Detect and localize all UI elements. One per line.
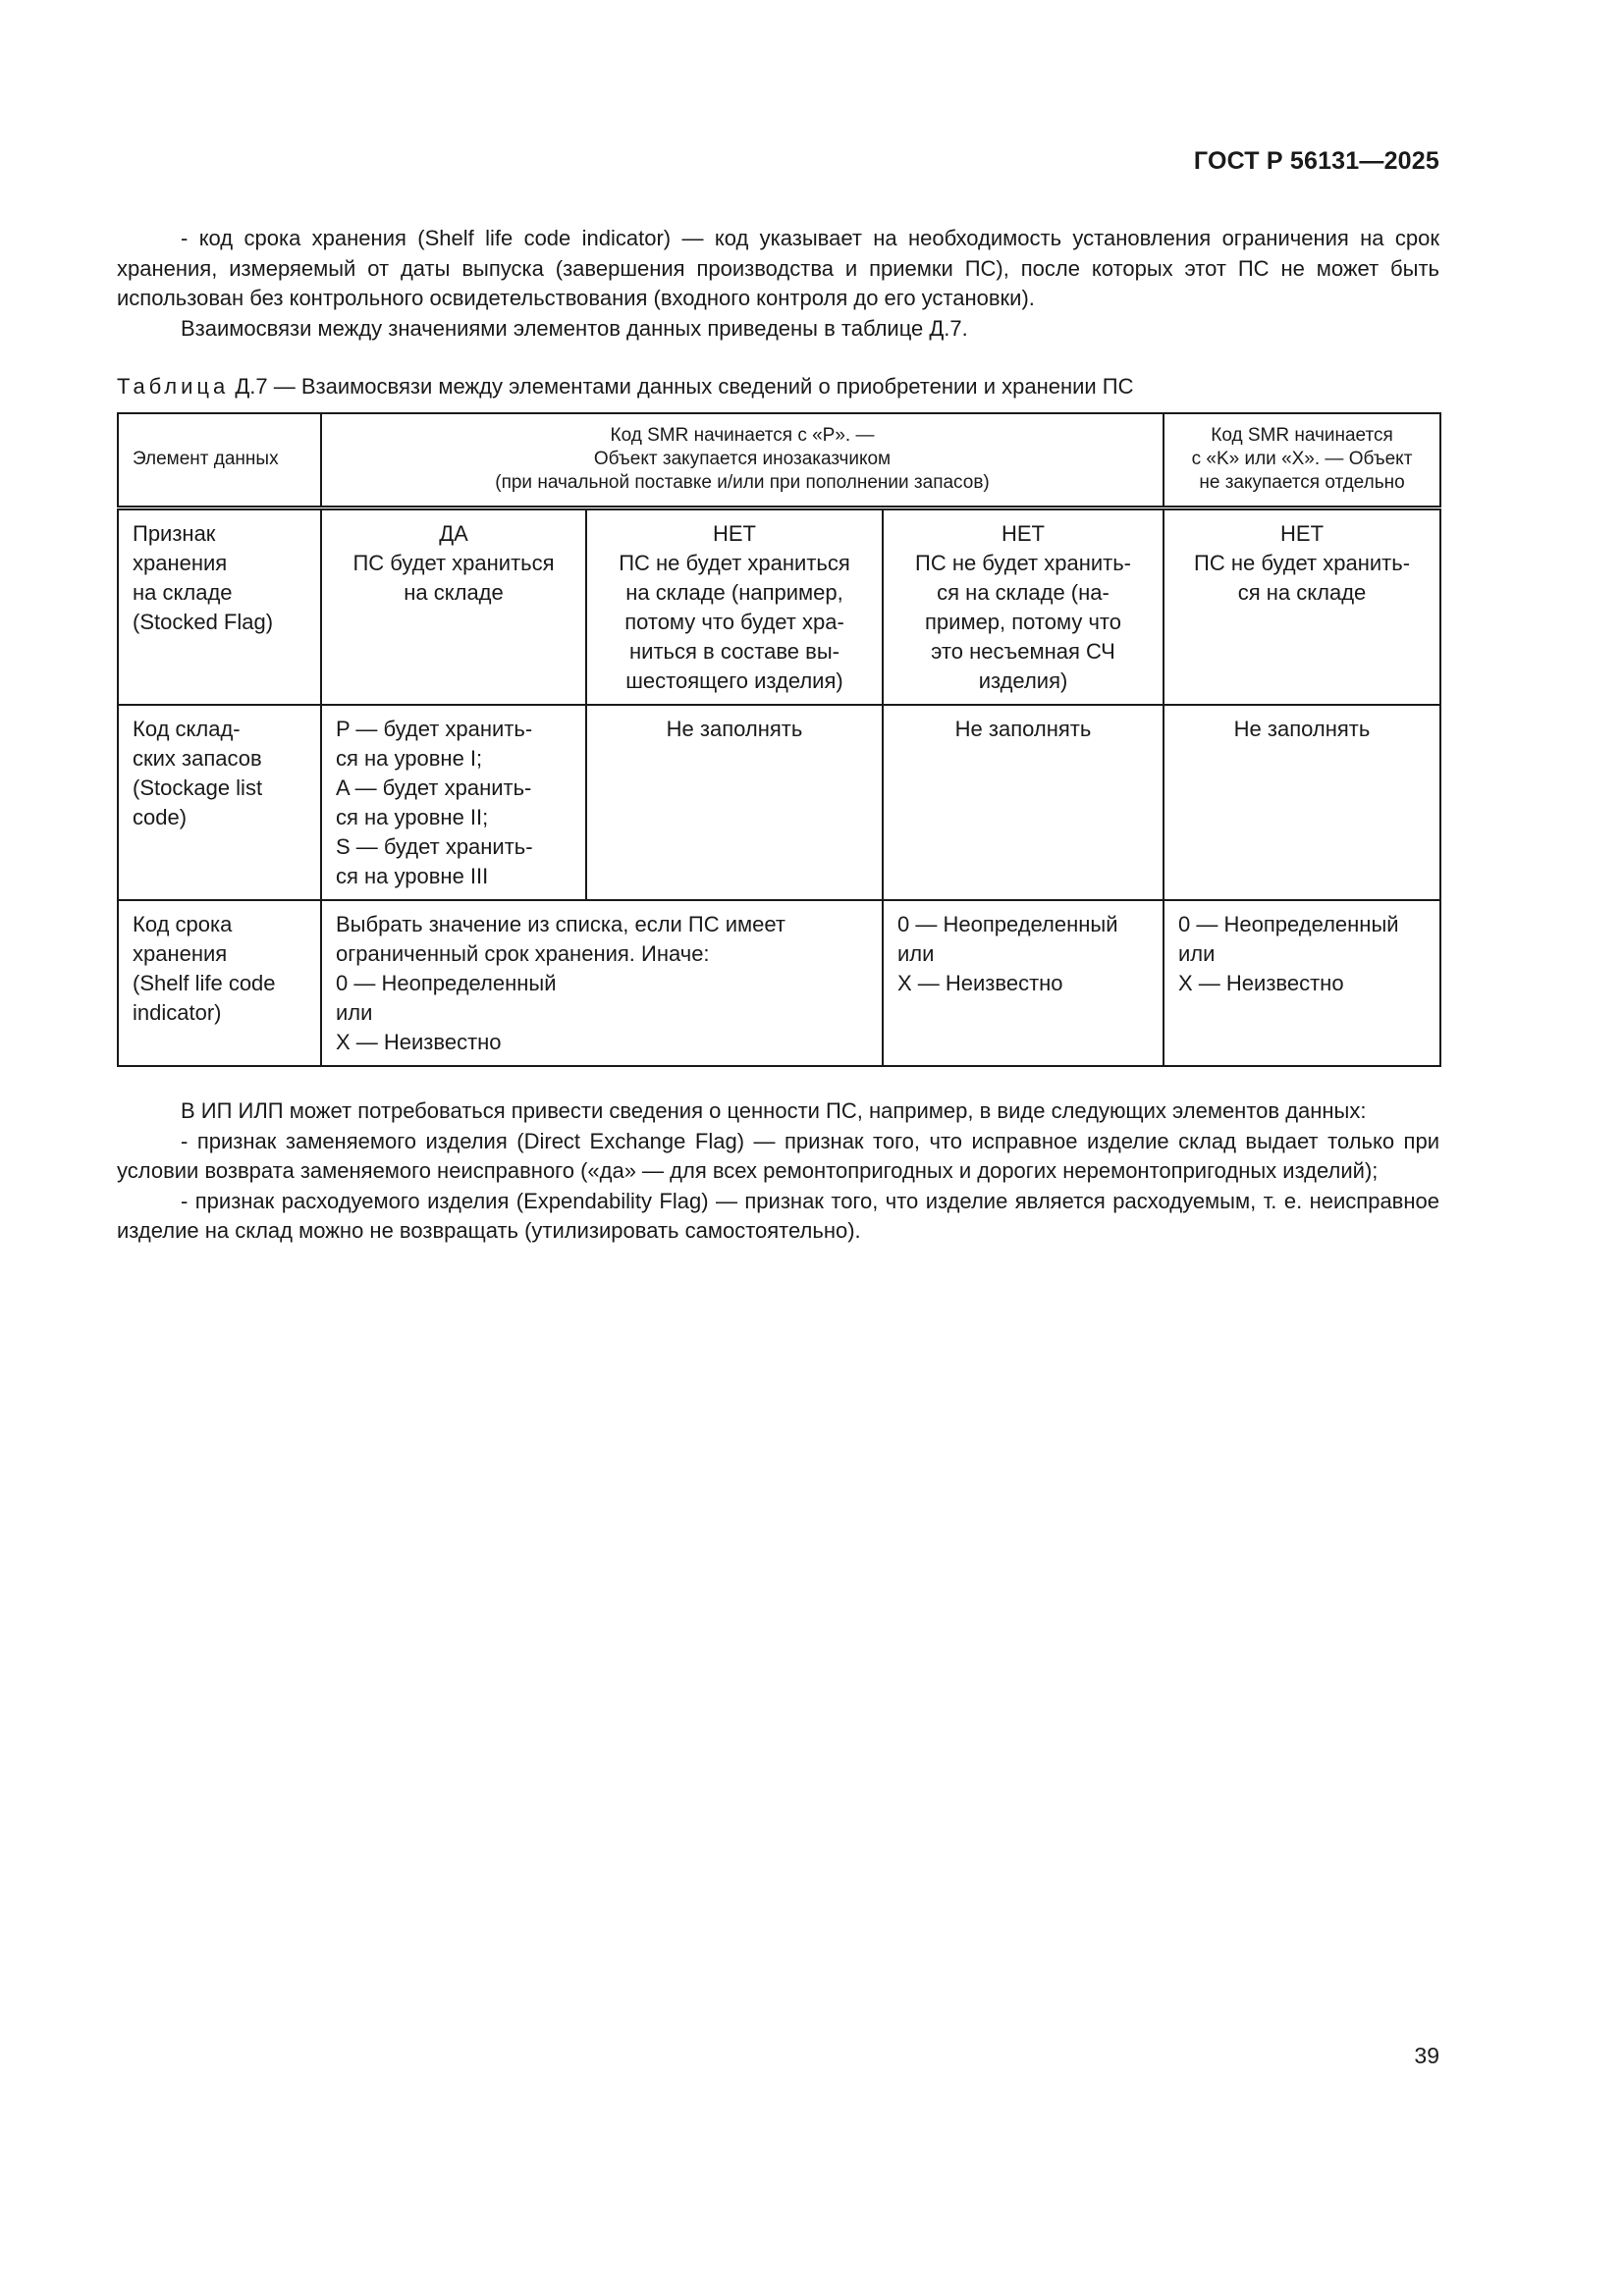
cell-line: потому что будет хра- (624, 609, 844, 634)
cell-line: indicator) (133, 999, 222, 1025)
header-line: Код SMR начинается с «P». — (610, 425, 875, 447)
data-table (117, 412, 1441, 1067)
cell-line: Признак (133, 520, 216, 546)
cell-line: X — Неизвестно (336, 1029, 502, 1054)
cell-line: или (897, 940, 935, 966)
cell-line: пример, потому что (925, 609, 1121, 634)
outro-text (117, 1096, 1439, 1247)
cell-line: ских запасов (133, 745, 262, 771)
cell-line: НЕТ (1001, 520, 1045, 546)
cell-line: НЕТ (1280, 520, 1325, 546)
header-line: Код SMR начинается (1211, 425, 1393, 447)
cell-line: хранения (133, 940, 228, 966)
cell: Не заполнять (883, 705, 1164, 900)
cell-line: ниться в составе вы- (629, 638, 839, 664)
cell-line: на складе (404, 579, 504, 605)
header-line: не закупается отдельно (1199, 472, 1405, 494)
cell-line: на складе (например, (625, 579, 843, 605)
cell-line: (Stocked Flag) (133, 609, 274, 634)
paragraph: - признак заменяемого изделия (Direct Exchange Flag) — признак того, что исправное изделие склад выдает только при условии возврата заменяемого неисправного («да» — для всех ремонтопригодных и дорогих неремонтопригодных изделий); (117, 1128, 1439, 1183)
paragraph: Взаимосвязи между значениями элементов данных приведены в таблице Д.7. (181, 315, 968, 341)
cell-line: хранения (133, 550, 228, 575)
cell-line: Выбрать значение из списка, если ПС имеет (336, 911, 785, 936)
cell-line: (Shelf life code (133, 970, 276, 995)
cell (586, 507, 883, 705)
cell-line: Код срока (133, 911, 233, 936)
cell (321, 507, 586, 705)
cell-line: ся на уровне III (336, 863, 489, 888)
cell (1164, 900, 1440, 1066)
cell (321, 705, 586, 900)
cell-line: ДА (439, 520, 468, 546)
cell-line: ся на уровне II; (336, 804, 489, 829)
header-line: с «K» или «X». — Объект (1191, 449, 1413, 470)
cell-line: ся на уровне I; (336, 745, 483, 771)
table-row (118, 705, 1440, 900)
cell (1164, 507, 1440, 705)
cell-line: НЕТ (713, 520, 756, 546)
cell-line: 0 — Неопределенный (1178, 911, 1399, 936)
table-caption-text: Д.7 — Взаимосвязи между элементами данных сведений о приобретении и хранении ПС (235, 374, 1134, 399)
table-row (118, 507, 1440, 705)
cell-line: ПС не будет храниться (619, 550, 850, 575)
page-number: 39 (1414, 2043, 1439, 2068)
cell-line: изделия) (978, 667, 1068, 693)
cell-element (118, 507, 321, 705)
document-code: ГОСТ Р 56131—2025 (1193, 147, 1439, 175)
cell-line: ограниченный срок хранения. Иначе: (336, 940, 710, 966)
cell-line: или (1178, 940, 1216, 966)
cell-line: Код склад- (133, 716, 241, 741)
cell-line: X — Неизвестно (897, 970, 1063, 995)
header-group-kx (1164, 413, 1440, 507)
cell: Не заполнять (1164, 705, 1440, 900)
cell-line: на складе (133, 579, 233, 605)
paragraph: В ИП ИЛП может потребоваться привести сведения о ценности ПС, например, в виде следующих элементов данных: (181, 1098, 1367, 1123)
header-element: Элемент данных (118, 413, 321, 507)
header-line: (при начальной поставке и/или при пополнении запасов) (495, 472, 990, 494)
cell-line: P — будет хранить- (336, 716, 533, 741)
cell (321, 900, 883, 1066)
header-group-p (321, 413, 1164, 507)
cell (883, 900, 1164, 1066)
table-row (118, 900, 1440, 1066)
cell-line: ПС не будет хранить- (915, 550, 1131, 575)
cell-line: ПС будет храниться (352, 550, 555, 575)
cell-line: ПС не будет хранить- (1194, 550, 1411, 575)
cell-line: 0 — Неопределенный (897, 911, 1118, 936)
cell-line: ся на складе (1237, 579, 1367, 605)
cell-line: X — Неизвестно (1178, 970, 1344, 995)
table-caption (117, 372, 1134, 401)
cell-line: code) (133, 804, 188, 829)
table-header-row (118, 413, 1440, 507)
cell-line: ся на складе (на- (937, 579, 1110, 605)
cell-line: шестоящего изделия) (625, 667, 843, 693)
cell-line: (Stockage list (133, 774, 263, 800)
cell-line: или (336, 999, 373, 1025)
cell-element (118, 900, 321, 1066)
table-caption-label: Таблица (117, 374, 230, 399)
header-line: Объект закупается инозаказчиком (593, 449, 892, 470)
cell-element (118, 705, 321, 900)
cell-line: S — будет хранить- (336, 833, 533, 859)
intro-text (117, 224, 1439, 344)
paragraph: - признак расходуемого изделия (Expendability Flag) — признак того, что изделие является расходуемым, т. е. неисправное изделие на склад можно не возвращать (утилизировать самостоятельно). (117, 1188, 1439, 1243)
cell: Не заполнять (586, 705, 883, 900)
paragraph: - код срока хранения (Shelf life code indicator) — код указывает на необходимость установления ограничения на срок хранения, измеряемый от даты выпуска (завершения производства и приемки ПС), после которых этот ПС не может быть использован без контрольного освидетельствования (входного контроля до его установки). (117, 226, 1439, 310)
cell-line: A — будет хранить- (336, 774, 532, 800)
cell (883, 507, 1164, 705)
cell-line: это несъемная СЧ (931, 638, 1115, 664)
cell-line: 0 — Неопределенный (336, 970, 557, 995)
